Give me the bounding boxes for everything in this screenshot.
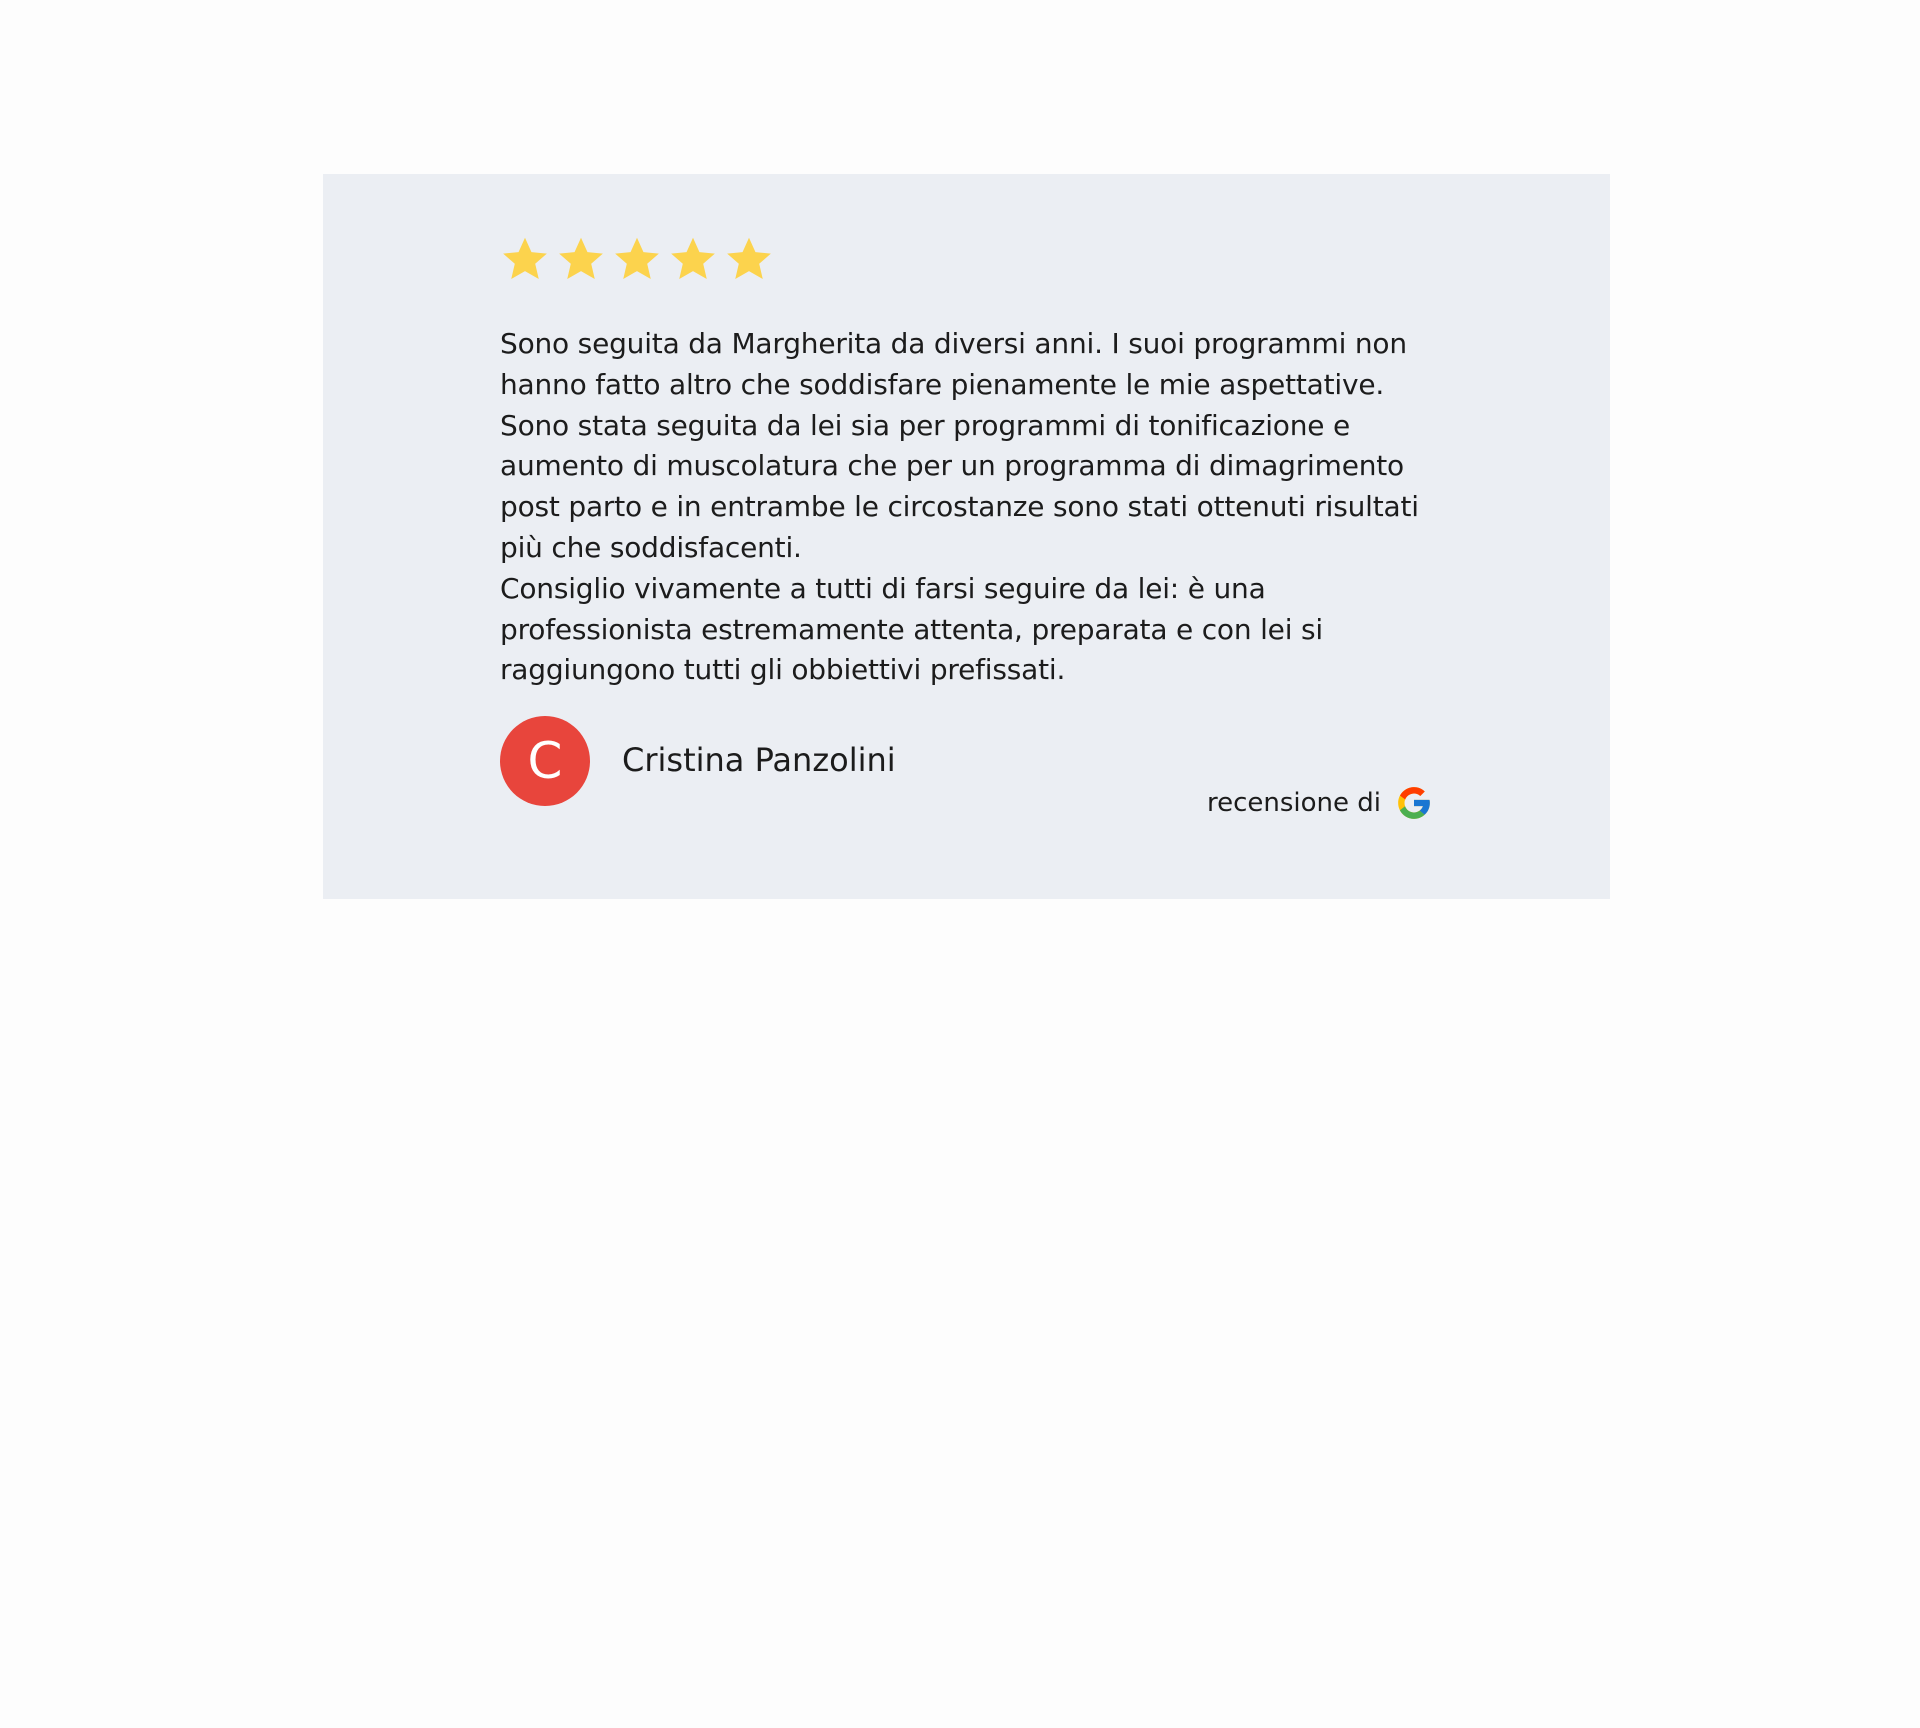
google-logo-icon: [1395, 784, 1433, 822]
avatar-initial: C: [527, 732, 563, 790]
star-icon: [668, 234, 718, 284]
avatar: [500, 716, 590, 806]
review-card: [323, 174, 1610, 899]
review-paragraph: Sono stata seguita da lei sia per programmi di tonificazione e aumento di muscolatura che per un programma di dimagrimento post parto e in entrambe le circostanze sono stati ottenuti risultati più che soddisfacenti.: [500, 408, 1419, 564]
star-icon: [556, 234, 606, 284]
review-source: [1207, 784, 1433, 822]
source-label: recensione di: [1206, 788, 1381, 818]
review-text: [500, 324, 1440, 691]
review-paragraph: Consiglio vivamente a tutti di farsi seguire da lei: è una professionista estremamente attenta, preparata e con lei si raggiungono tutti gli obbiettivi prefissati.: [500, 571, 1323, 687]
review-paragraph: Sono seguita da Margherita da diversi anni. I suoi programmi non hanno fatto altro che soddisfare pienamente le mie aspettative.: [500, 327, 1407, 401]
star-icon: [500, 234, 550, 284]
star-icon: [724, 234, 774, 284]
star-rating: [500, 234, 774, 284]
star-icon: [612, 234, 662, 284]
reviewer-name: Cristina Panzolini: [622, 741, 896, 779]
